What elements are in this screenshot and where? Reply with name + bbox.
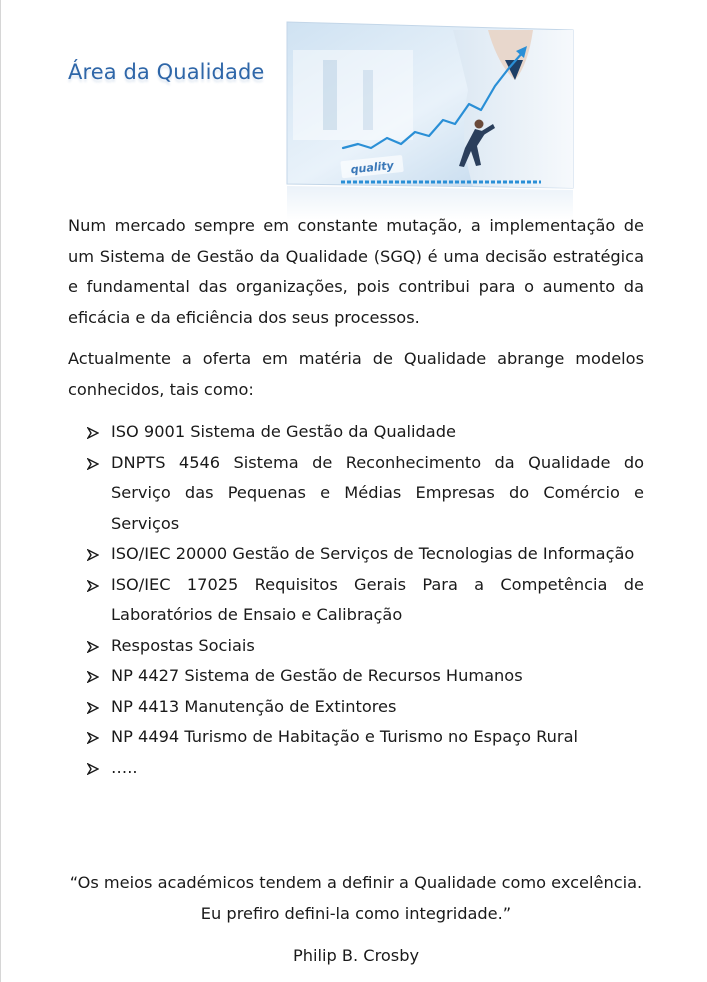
list-item <box>68 631 644 662</box>
list-item <box>68 417 644 448</box>
list-item-text: NP 4413 Manutenção de Extintores <box>111 696 397 716</box>
list-item <box>68 722 644 753</box>
arrow-bullet-icon <box>87 702 99 714</box>
list-item-text: ISO/IEC 17025 Requisitos Gerais Para a Competência de Laboratórios de Ensaio e Calibração <box>111 574 644 624</box>
arrow-bullet-icon <box>87 580 99 592</box>
list-item <box>68 661 644 692</box>
page-title: Área da Qualidade <box>68 60 265 84</box>
intro-paragraph-1: Num mercado sempre em constante mutação, a implementação de um Sistema de Gestão da Qualidade (SGQ) é uma decisão estratégica e fundamental das organizações, pois contribui para o aumento da eficácia e da eficiência dos seus processos. <box>68 216 644 327</box>
list-item-text: NP 4494 Turismo de Habitação e Turismo no Espaço Rural <box>111 727 578 746</box>
quality-models-list <box>68 417 644 783</box>
arrow-bullet-icon <box>87 549 99 561</box>
list-item <box>68 692 644 723</box>
list-item-text: ISO/IEC 20000 Gestão de Serviços de Tecnologias de Informação <box>111 544 635 563</box>
quote-author: Philip B. Crosby <box>292 946 420 965</box>
list-item <box>68 448 644 540</box>
list-item <box>68 539 644 570</box>
list-item-text: ISO 9001 Sistema de Gestão da Qualidade <box>111 422 456 441</box>
quality-label: quality <box>350 158 395 177</box>
arrow-bullet-icon <box>87 732 99 744</box>
list-item-text: DNPTS 4546 Sistema de Reconhecimento da Qualidade do Serviço das Pequenas e Médias Empresas do Comércio e Serviços <box>111 452 644 533</box>
list-item <box>68 753 644 784</box>
list-item-text: NP 4427 Sistema de Gestão de Recursos Humanos <box>111 666 523 685</box>
list-item-text: ….. <box>111 757 138 777</box>
page-edge <box>0 0 1 982</box>
quality-hero-image <box>283 20 575 220</box>
arrow-bullet-icon <box>87 763 99 775</box>
list-item <box>68 570 644 631</box>
crosby-quote: “Os meios académicos tendem a definir a Qualidade como excelência. Eu prefiro defini-la como integridade.” <box>69 873 643 923</box>
list-item-text: Respostas Sociais <box>111 635 255 655</box>
arrow-bullet-icon <box>87 458 99 470</box>
arrow-bullet-icon <box>87 427 99 439</box>
arrow-bullet-icon <box>87 671 99 683</box>
intro-paragraph-2: Actualmente a oferta em matéria de Qualidade abrange modelos conhecidos, tais como: <box>68 349 644 399</box>
arrow-bullet-icon <box>87 641 99 653</box>
